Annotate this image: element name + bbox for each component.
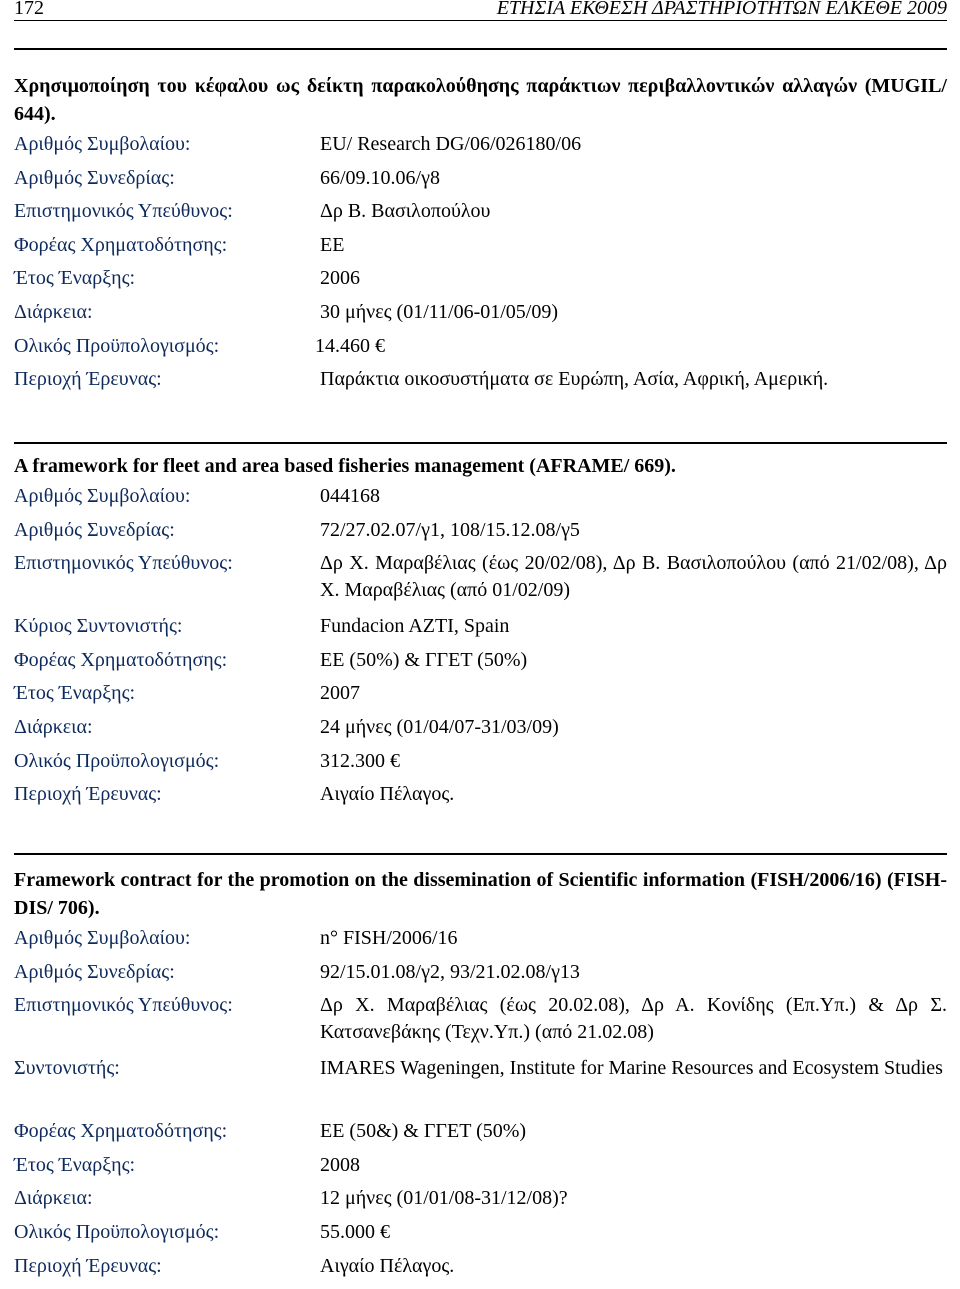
field-row [14,956,947,990]
field-row [14,262,947,296]
field-row [14,610,947,644]
field-row [14,330,947,364]
field-value: 92/15.01.08/γ2, 93/21.02.08/γ13 [320,960,580,983]
field-value: 55.000 € [320,1220,390,1243]
field-row [14,1052,947,1115]
field-value: Αιγαίο Πέλαγος. [320,783,455,806]
field-label: Αριθμός Συνεδρίας: [14,518,175,541]
field-value: 24 μήνες (01/04/07-31/03/09) [320,715,559,738]
field-value: 30 μήνες (01/11/06-01/05/09) [320,300,559,323]
field-row [14,677,947,711]
field-value: Δρ Χ. Μαραβέλιας (έως 20/02/08), Δρ Β. Βασιλοπούλου (από 21/02/08), Δρ Χ. Μαραβέλιας (από 01/02/09) [320,552,947,602]
page-number: 172 [14,0,44,19]
field-row [14,229,947,263]
field-row [14,1149,947,1183]
field-value: IMARES Wageningen, Institute for Marine Resources and Ecosystem Studies [320,1057,943,1080]
field-label: Περιοχή Έρευνας: [14,368,162,391]
section-divider [14,442,947,444]
project-block [14,866,947,1283]
field-value: 2008 [320,1153,360,1176]
field-label: Επιστημονικός Υπεύθυνος: [14,200,233,223]
field-value: 12 μήνες (01/01/08-31/12/08)? [320,1187,568,1210]
field-label: Αριθμός Συνεδρίας: [14,166,175,189]
field-label: Αριθμός Συμβολαίου: [14,927,191,949]
field-row [14,128,947,162]
field-row [14,162,947,196]
field-row [14,644,947,678]
field-value: Δρ Β. Βασιλοπούλου [320,200,491,223]
field-row [14,547,947,610]
field-row [14,1250,947,1284]
field-row [14,514,947,548]
project-block [14,72,947,397]
field-row [14,922,947,956]
running-title: ΕΤΗΣΙΑ ΕΚΘΕΣΗ ΔΡΑΣΤΗΡΙΟΤΗΤΩΝ ΕΛΚΕΘΕ 2009 [496,0,947,19]
field-row [14,195,947,229]
field-label: Διάρκεια: [14,300,93,323]
field-row [14,1182,947,1216]
field-label: Αριθμός Συμβολαίου: [14,485,191,507]
field-value: 312.300 € [320,749,400,772]
field-row [14,989,947,1052]
field-label: Ολικός Προϋπολογισμός: [14,749,220,772]
field-row [14,296,947,330]
field-label: Κύριος Συντονιστής: [14,615,183,638]
field-row [14,711,947,745]
field-value: n° FISH/2006/16 [320,927,458,949]
running-header [14,0,947,21]
field-value: ΕΕ (50%) & ΓΓΕΤ (50%) [320,648,528,671]
project-title: Framework contract for the promotion on the dissemination of Scientific information (FISH/2006/16) (FISH-DIS/ 706). [14,869,947,919]
field-row [14,745,947,779]
field-label: Ολικός Προϋπολογισμός: [14,334,220,357]
field-label: Συντονιστής: [14,1057,120,1080]
field-label: Φορέας Χρηματοδότησης: [14,1120,228,1143]
field-row [14,778,947,812]
field-row [14,1115,947,1149]
field-value: Fundacion AZTI, Spain [320,615,510,638]
field-label: Επιστημονικός Υπεύθυνος: [14,994,233,1017]
section-divider [14,853,947,855]
field-value: Παράκτια οικοσυστήματα σε Ευρώπη, Ασία, Αφρική, Αμερική. [320,368,829,391]
field-row [14,363,947,397]
field-value: 14.460 € [315,334,385,357]
field-value: EU/ Research DG/06/026180/06 [320,133,582,155]
field-value: 66/09.10.06/γ8 [320,166,440,189]
field-label: Περιοχή Έρευνας: [14,783,162,806]
section-divider [14,48,947,50]
field-value: 2007 [320,682,360,705]
project-block [14,452,947,812]
field-value: ΕΕ [320,233,345,256]
field-value: 2006 [320,267,360,290]
field-label: Αριθμός Συμβολαίου: [14,133,191,155]
field-label: Έτος Έναρξης: [14,267,136,290]
field-row [14,480,947,514]
field-label: Έτος Έναρξης: [14,1153,136,1176]
field-value: Αιγαίο Πέλαγος. [320,1254,455,1277]
field-value: ΕΕ (50&) & ΓΓΕΤ (50%) [320,1120,527,1143]
field-label: Επιστημονικός Υπεύθυνος: [14,552,233,575]
field-label: Φορέας Χρηματοδότησης: [14,233,228,256]
field-row [14,1216,947,1250]
field-label: Αριθμός Συνεδρίας: [14,960,175,983]
field-label: Φορέας Χρηματοδότησης: [14,648,228,671]
project-title: Χρησιμοποίηση του κέφαλου ως δείκτη παρακολούθησης παράκτιων περιβαλλοντικών αλλαγών (MUGIL/ 644). [14,75,947,125]
field-label: Περιοχή Έρευνας: [14,1254,162,1277]
field-value: Δρ Χ. Μαραβέλιας (έως 20.02.08), Δρ Α. Κονίδης (Επ.Υπ.) & Δρ Σ. Κατσανεβάκης (Τεχν.Υπ.) (από 21.02.08) [320,994,947,1044]
field-value: 72/27.02.07/γ1, 108/15.12.08/γ5 [320,518,580,541]
field-label: Ολικός Προϋπολογισμός: [14,1220,220,1243]
field-label: Διάρκεια: [14,715,93,738]
field-label: Έτος Έναρξης: [14,682,136,705]
project-title: A framework for fleet and area based fisheries management (AFRAME/ 669). [14,455,676,477]
field-value: 044168 [320,485,380,507]
field-label: Διάρκεια: [14,1187,93,1210]
